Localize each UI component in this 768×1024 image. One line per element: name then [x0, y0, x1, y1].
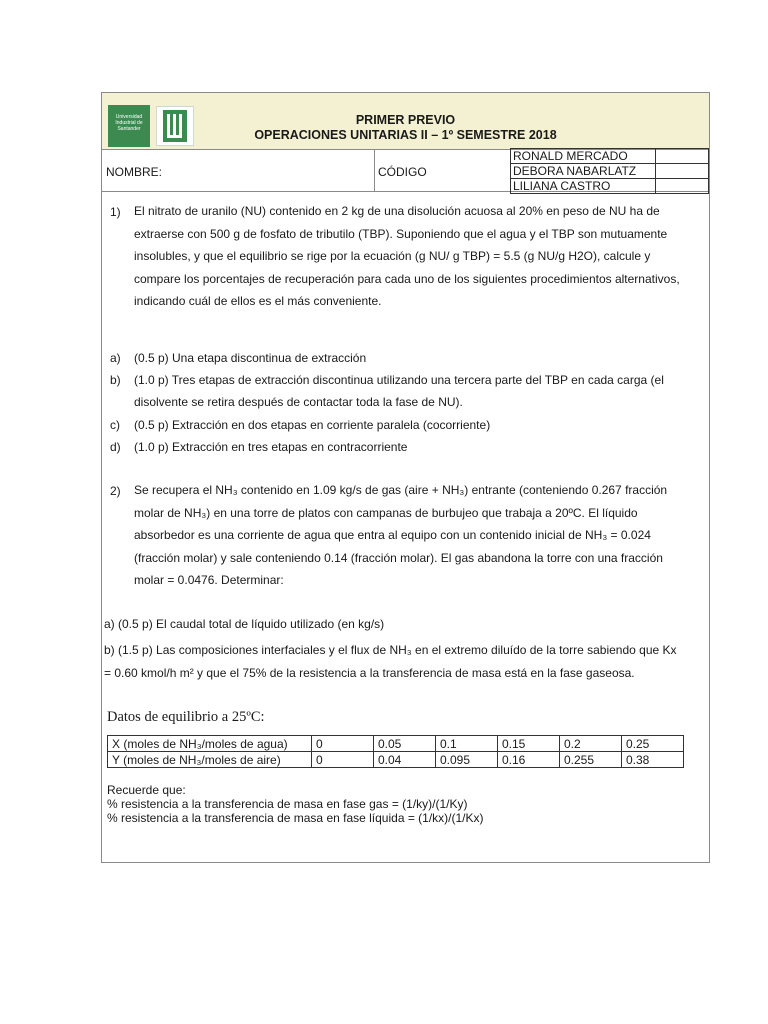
nombre-label: NOMBRE:: [106, 165, 163, 179]
reminder-line: % resistencia a la transferencia de masa en fase gas = (1/ky)/(1/Ky): [107, 797, 468, 811]
names-row: [511, 179, 709, 194]
statement-line: molar de NH₃) en una torre de platos con campanas de burbujeo que trabaja a 20ºC. El líquido: [134, 505, 638, 520]
row-label: X (moles de NH₃/moles de agua): [108, 736, 312, 752]
item-b-line: b) (1.5 p) Las composiciones interfaciales y el flux de NH₃ en el extremo diluído de la torre sabiendo que Kx: [104, 643, 677, 657]
table-cell: 0.1: [436, 736, 498, 752]
table-cell: 0: [312, 752, 374, 768]
reminder-title: Recuerde que:: [107, 783, 186, 797]
statement-line: indicando cuál de ellos es el más conveniente.: [134, 294, 382, 308]
table-cell: 0.2: [560, 736, 622, 752]
problem-1-statement: [134, 200, 704, 313]
statement-line: molar = 0.0476. Determinar:: [134, 573, 284, 587]
table-row: [108, 752, 684, 768]
name-cell: RONALD MERCADO: [511, 149, 656, 164]
table-cell: 0.15: [498, 736, 560, 752]
reminder-block: [107, 783, 484, 825]
blank-cell: [656, 164, 709, 179]
blank-cell: [656, 149, 709, 164]
item-text: (1.0 p) Extracción en tres etapas en contracorriente: [134, 440, 408, 454]
statement-line: extraerse con 500 g de fosfato de tributilo (TBP). Suponiendo que el agua y el TBP son mutuamente: [134, 226, 668, 241]
reminder-line: % resistencia a la transferencia de masa en fase líquida = (1/kx)/(1/Kx): [107, 811, 484, 825]
table-cell: 0.05: [374, 736, 436, 752]
names-row: [511, 164, 709, 179]
divider: [374, 149, 375, 191]
table-row: [108, 736, 684, 752]
table-cell: 0.095: [436, 752, 498, 768]
statement-line: compare los porcentajes de recuperación para cada uno de los siguientes procedimientos alternativos,: [134, 271, 680, 286]
table-cell: 0.38: [622, 752, 684, 768]
names-row: [511, 149, 709, 164]
exam-subtitle: OPERACIONES UNITARIAS II – 1º SEMESTRE 2018: [254, 128, 557, 142]
exam-header: [102, 93, 709, 150]
item-label: a): [110, 351, 121, 365]
statement-line: insolubles, y que el equilibrio se rige por la ecuación (g NU/ g TBP) = 5.5 (g NU/g H2O), calcule y: [134, 249, 651, 263]
item-b-line: = 0.60 kmol/h m² y que el 75% de la resistencia a la transferencia de masa está en la fase gaseosa.: [104, 665, 635, 680]
item-text: disolvente se retira después de contactar toda la fase de NU).: [134, 395, 463, 409]
table-cell: 0.25: [622, 736, 684, 752]
statement-line: (fracción molar) y sale conteniendo 0.14 (fracción molar). El gas abandona la torre con una fracción: [134, 550, 663, 565]
statement-line: El nitrato de uranilo (NU) contenido en 2 kg de una disolución acuosa al 20% en peso de NU ha de: [134, 204, 660, 218]
item-text: (0.5 p) Extracción en dos etapas en corriente paralela (cocorriente): [134, 418, 491, 432]
problem-2-number: 2): [110, 484, 121, 498]
row-label: Y (moles de NH₃/moles de aire): [108, 752, 312, 768]
item-text: (0.5 p) Una etapa discontinua de extracción: [134, 351, 367, 365]
statement-line: absorbedor es una corriente de agua que entra al equipo con un contenido inicial de NH₃ = 0.024: [134, 528, 651, 542]
item-label: d): [110, 440, 121, 454]
item-label: c): [110, 418, 120, 432]
name-cell: DEBORA NABARLATZ: [511, 164, 656, 179]
codigo-label: CÓDIGO: [378, 165, 427, 179]
exam-frame: [101, 92, 710, 863]
table-cell: 0.04: [374, 752, 436, 768]
equilibrium-heading: Datos de equilibrio a 25ºC:: [107, 709, 265, 725]
statement-line: Se recupera el NH₃ contenido en 1.09 kg/s de gas (aire + NH₃) entrante (conteniendo 0.267 fracción: [134, 483, 668, 497]
identity-row: [102, 149, 709, 192]
equilibrium-table: [107, 735, 684, 768]
table-cell: 0: [312, 736, 374, 752]
table-cell: 0.16: [498, 752, 560, 768]
exam-title: PRIMER PREVIO: [355, 113, 456, 127]
table-cell: 0.255: [560, 752, 622, 768]
logo-text: Universidad Industrial de Santander: [115, 114, 143, 132]
problem-2-statement: [134, 479, 704, 592]
problem-2-item-a: a) (0.5 p) El caudal total de líquido utilizado (en kg/s): [104, 617, 385, 631]
names-table: [510, 148, 709, 194]
name-cell: LILIANA CASTRO: [511, 179, 656, 194]
item-text: (1.0 p) Tres etapas de extracción discontinua utilizando una tercera parte del TBP en cada carga (el: [134, 373, 664, 387]
problem-2-item-b: [104, 639, 706, 684]
blank-cell: [656, 179, 709, 194]
item-label: b): [110, 373, 121, 387]
problem-1-number: 1): [110, 205, 121, 219]
